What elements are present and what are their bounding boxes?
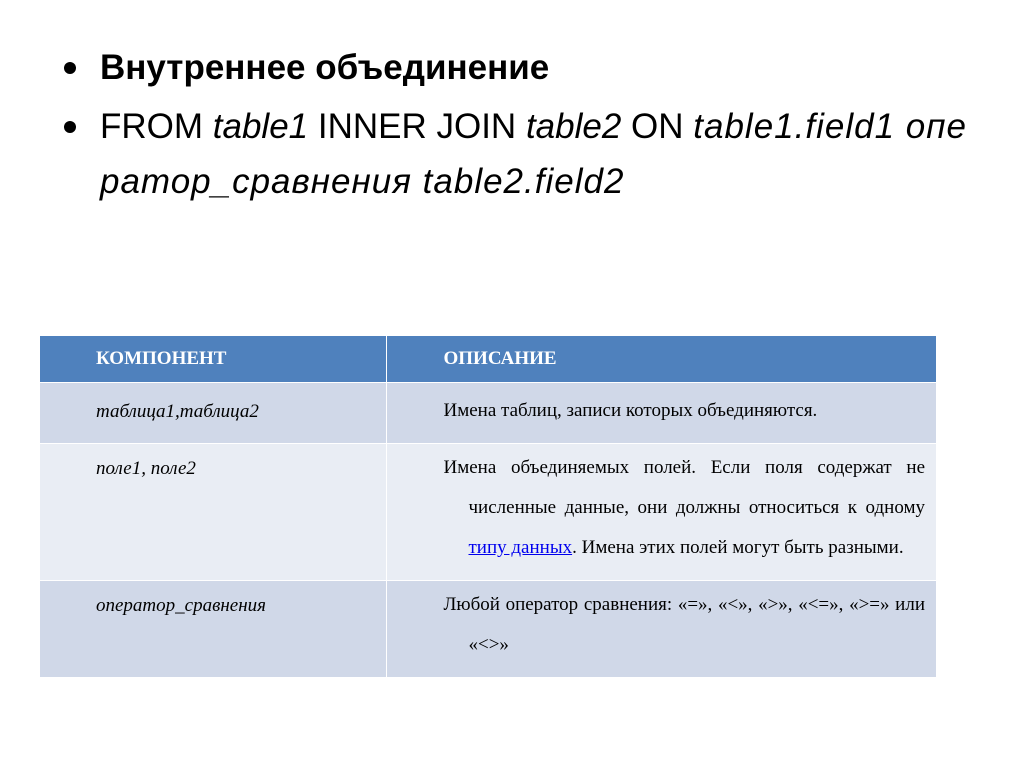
bullet-icon [64,62,76,74]
cell-description: Имена таблиц, записи которых объединяются. [386,383,936,444]
data-type-link[interactable]: типу данных [468,537,573,558]
bullet-list [58,40,978,209]
bullet-item-title [58,40,978,95]
components-table [40,336,936,677]
bullet-icon [64,121,76,133]
syntax-inner-join: INNER JOIN [308,107,526,146]
syntax-on: ON [621,107,684,146]
bullet-item-syntax [58,99,978,209]
cell-component: таблица1,таблица2 [40,383,386,444]
header-description: ОПИСАНИЕ [386,336,936,383]
cell-description: Любой оператор сравнения: «=», «<», «>», «<=», «>=» или «<>» [386,581,936,678]
cell-component: поле1, поле2 [40,444,386,581]
header-component: КОМПОНЕНТ [40,336,386,383]
cell-component: оператор_сравнения [40,581,386,678]
slide-heading: Внутреннее объединение [100,48,550,87]
cell-description [386,444,936,581]
table-row [40,444,936,581]
syntax-condition: table1.field1 оператор_сравнения table2.field2 [100,107,967,201]
syntax-table1: table1 [212,107,309,146]
table-row [40,581,936,678]
syntax-from: FROM [100,107,213,146]
description-with-link: Имена объединяемых полей. Если поля содержат не численные данные, они должны относиться к одному типу данных. Имена этих полей могут быть разными. [443,457,925,558]
syntax-table2: table2 [525,107,622,146]
